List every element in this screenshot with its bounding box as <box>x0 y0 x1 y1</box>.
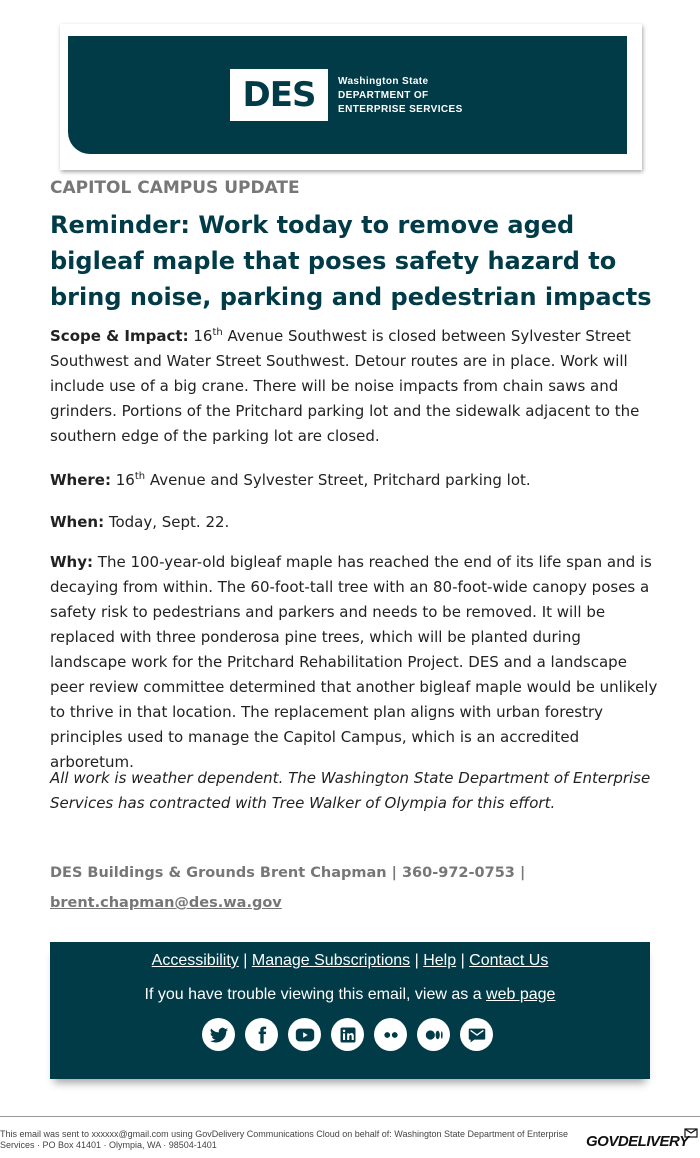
linkedin-icon[interactable] <box>331 1018 364 1051</box>
trouble-viewing <box>50 986 650 1004</box>
contact-line: DES Buildings & Grounds Brent Chapman | 360-972-0753 | <box>50 865 526 881</box>
des-logo-text: DES <box>242 75 316 115</box>
why-paragraph <box>50 550 660 775</box>
scope-pre: 16 <box>188 327 213 345</box>
social-icons <box>202 1018 493 1052</box>
fineprint-text: This email was sent to xxxxxx@gmail.com using GovDelivery Communications Cloud on behalf of: Washington State Department of Enterprise Services · PO Box 41401 · Olympia, WA · 98504-1401 <box>0 1129 569 1150</box>
web-page-link[interactable]: web page <box>486 986 556 1003</box>
scope-sup: th <box>212 327 223 338</box>
des-logo[interactable] <box>230 69 328 121</box>
facebook-icon[interactable] <box>245 1018 278 1051</box>
header-card <box>60 24 642 170</box>
bottom-divider <box>0 1116 700 1117</box>
where-label: Where: <box>50 471 111 489</box>
contact-email-row <box>50 895 660 911</box>
where-paragraph <box>50 468 660 493</box>
govdelivery-envelope-icon <box>684 1127 698 1139</box>
scope-label: Scope & Impact: <box>50 327 189 345</box>
org-line-2: DEPARTMENT OF <box>338 90 429 101</box>
flickr-icon[interactable] <box>374 1018 407 1051</box>
when-paragraph <box>50 510 660 535</box>
org-line-3: ENTERPRISE SERVICES <box>338 104 463 115</box>
contact-email-link[interactable]: brent.chapman@des.wa.gov <box>50 895 282 911</box>
trouble-text: If you have trouble viewing this email, view as a <box>144 986 487 1003</box>
twitter-icon[interactable] <box>202 1018 235 1051</box>
where-pre: 16 <box>110 471 135 489</box>
footer <box>50 942 650 1079</box>
scope-paragraph <box>50 324 660 449</box>
medium-icon[interactable] <box>417 1018 450 1051</box>
contact-us-link[interactable]: Contact Us <box>469 952 549 969</box>
footer-separator: | <box>238 952 252 969</box>
why-text: The 100-year-old bigleaf maple has reached the end of its life span and is decaying from within. The 60-foot-tall tree with an 80-foot-wide canopy poses a safety risk to pedestrians and parkers and needs to be removed. It will be replaced with three ponderosa pine trees, which will be planted during landscape work for the Pritchard Rehabilitation Project. DES and a landscape peer review committee determined that another bigleaf maple would be unlikely to thrive in that location. The replacement plan aligns with urban forestry principles used to manage the Capitol Campus, which is an accredited arboretum. <box>50 553 658 771</box>
why-label: Why: <box>50 553 94 571</box>
where-text: Avenue and Sylvester Street, Pritchard parking lot. <box>145 471 531 489</box>
header-banner <box>68 36 627 154</box>
footer-separator: | <box>410 952 424 969</box>
youtube-icon[interactable] <box>288 1018 321 1051</box>
where-sup: th <box>134 471 146 482</box>
when-label: When: <box>50 513 105 531</box>
scope-text: Avenue Southwest is closed between Sylvester Street Southwest and Water Street Southwest. Detour routes are in place. Work will include use of a big crane. There will be noise impacts from chain saws and grinders. Portions of the Pritchard parking lot and the sidewalk adjacent to the southern edge of the parking lot are closed. <box>50 327 640 445</box>
email-signup-icon[interactable] <box>460 1018 493 1051</box>
manage-subscriptions-link[interactable]: Manage Subscriptions <box>251 952 411 969</box>
eyebrow-label: CAPITOL CAMPUS UPDATE <box>50 178 300 198</box>
govdelivery-brand[interactable]: GOVDELIVERY <box>586 1133 689 1150</box>
footer-links <box>50 952 650 970</box>
footer-separator: | <box>456 952 470 969</box>
weather-note: All work is weather dependent. The Washington State Department of Enterprise Services has contracted with Tree Walker of Olympia for this effort. <box>50 769 651 812</box>
org-line-1: Washington State <box>338 76 429 87</box>
help-link[interactable]: Help <box>423 952 457 969</box>
when-text: Today, Sept. 22. <box>104 513 230 531</box>
headline: Reminder: Work today to remove aged bigleaf maple that poses safety hazard to bring noise, parking and pedestrian impacts <box>50 211 652 311</box>
accessibility-link[interactable]: Accessibility <box>151 952 239 969</box>
